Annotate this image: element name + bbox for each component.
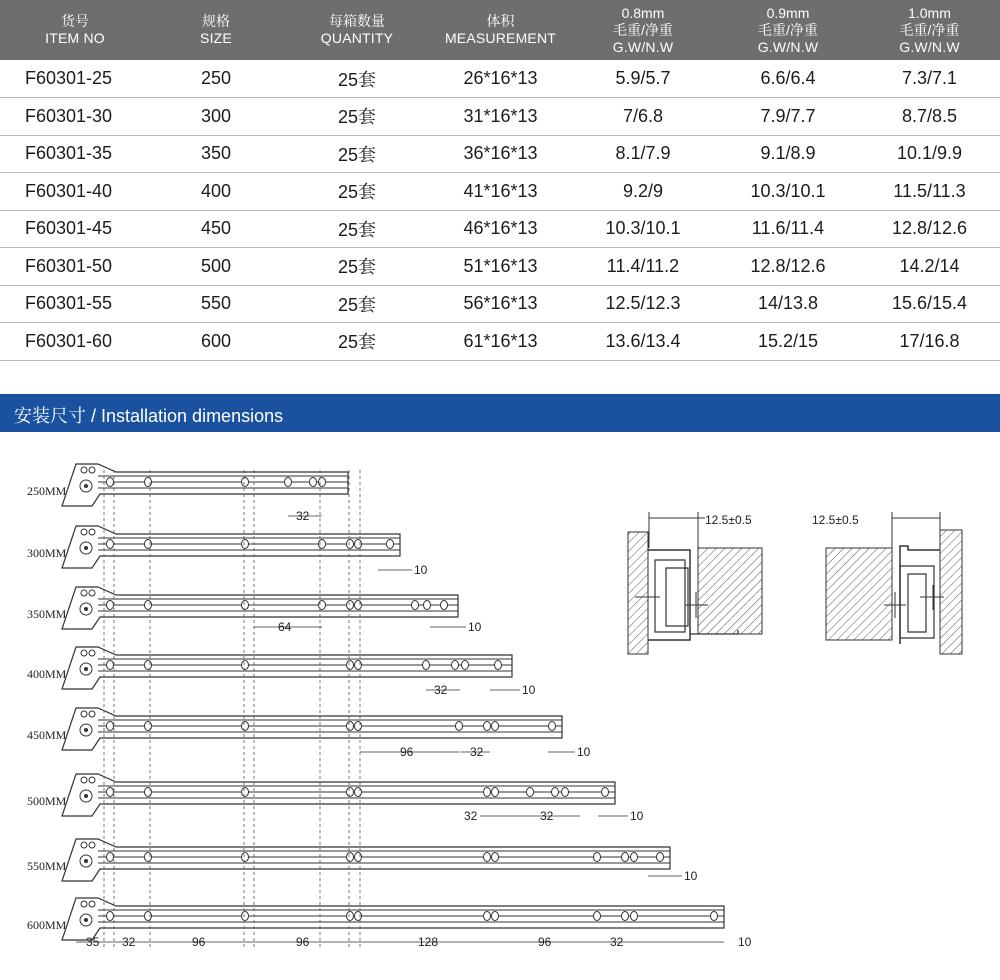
screw-hole bbox=[657, 853, 664, 862]
header-cn: 毛重/净重 bbox=[613, 21, 673, 38]
screw-hole bbox=[492, 912, 499, 921]
rail-outline bbox=[62, 464, 348, 506]
table-cell: 8.7/8.5 bbox=[901, 105, 958, 126]
table-cell: 9.2/9 bbox=[622, 180, 664, 201]
table-cell: F60301-35 bbox=[25, 143, 113, 164]
header-weight-09 bbox=[717, 0, 859, 60]
screw-hole bbox=[594, 912, 601, 921]
header-en: G.W/N.W bbox=[899, 38, 960, 55]
table-row bbox=[0, 323, 1000, 361]
screw-hole bbox=[347, 661, 354, 670]
screw-hole bbox=[242, 478, 249, 487]
rail-size-label: 500MM bbox=[27, 794, 67, 808]
screw-hole bbox=[347, 601, 354, 610]
header-thickness: 0.8mm bbox=[621, 4, 665, 21]
table-cell: 56*16*13 bbox=[463, 293, 538, 314]
screw-hole bbox=[145, 912, 152, 921]
table-row bbox=[0, 248, 1000, 286]
header-item-no bbox=[0, 0, 150, 60]
spec-table bbox=[0, 0, 1000, 361]
dimension-label: 96 bbox=[296, 935, 310, 949]
header-quantity bbox=[282, 0, 432, 60]
dimension-label: 96 bbox=[538, 935, 552, 949]
screw-hole bbox=[107, 722, 114, 731]
roller-hub bbox=[84, 728, 88, 732]
screw-hole bbox=[145, 661, 152, 670]
installation-section-bar bbox=[0, 394, 1000, 432]
table-cell: 12.5/12.3 bbox=[605, 293, 681, 314]
screw-hole bbox=[452, 661, 459, 670]
dimension-label: 10 bbox=[522, 683, 536, 697]
header-thickness: 0.9mm bbox=[766, 4, 810, 21]
table-cell: 7.3/7.1 bbox=[901, 68, 958, 88]
table-cell: 61*16*13 bbox=[463, 330, 538, 351]
screw-hole bbox=[145, 540, 152, 549]
table-header-row bbox=[0, 0, 1000, 60]
section-view-right bbox=[812, 512, 962, 654]
table-cell: 31*16*13 bbox=[463, 105, 538, 126]
screw-hole bbox=[107, 661, 114, 670]
header-size bbox=[150, 0, 282, 60]
screw-hole bbox=[319, 540, 326, 549]
header-weight-10 bbox=[859, 0, 1000, 60]
table-cell: 12.8/12.6 bbox=[891, 218, 968, 239]
table-cell: 26*16*13 bbox=[463, 68, 538, 88]
screw-hole bbox=[492, 722, 499, 731]
rail-350mm bbox=[62, 587, 458, 629]
table-cell: 350 bbox=[200, 143, 232, 164]
roller-hub bbox=[84, 859, 88, 863]
screw-hole bbox=[631, 912, 638, 921]
cabinet-wall-left bbox=[628, 532, 648, 654]
table-row bbox=[0, 285, 1000, 323]
screw-hole bbox=[145, 601, 152, 610]
table-cell: 25套 bbox=[337, 107, 377, 128]
table-cell: 25套 bbox=[337, 332, 377, 353]
dimension-label: 32 bbox=[470, 745, 484, 759]
table-cell: 46*16*13 bbox=[463, 218, 538, 239]
table-cell: 11.6/11.4 bbox=[751, 218, 825, 239]
table-cell: F60301-55 bbox=[25, 293, 113, 314]
table-cell: 14/13.8 bbox=[757, 293, 819, 314]
table-row bbox=[0, 98, 1000, 136]
dimension-label: 128 bbox=[418, 935, 439, 949]
table-cell: 15.2/15 bbox=[757, 330, 819, 351]
screw-hole bbox=[622, 912, 629, 921]
table-cell: 25套 bbox=[337, 219, 377, 240]
screw-hole bbox=[562, 788, 569, 797]
dimension-label: 10 bbox=[414, 563, 428, 577]
header-en: G.W/N.W bbox=[757, 38, 819, 55]
header-cn: 体积 bbox=[486, 13, 515, 29]
table-cell: 9.1/8.9 bbox=[760, 143, 816, 164]
roller-hub bbox=[84, 607, 88, 611]
table-cell: F60301-45 bbox=[25, 218, 113, 239]
table-cell: 10.1/9.9 bbox=[896, 143, 963, 164]
dimension-label: 10 bbox=[577, 745, 591, 759]
screw-hole bbox=[456, 722, 463, 731]
screw-hole bbox=[242, 601, 249, 610]
table-cell: 400 bbox=[200, 180, 232, 201]
screw-hole bbox=[412, 601, 419, 610]
table-cell: 25套 bbox=[337, 182, 377, 203]
table-cell: 51*16*13 bbox=[463, 255, 538, 276]
table-cell: 8.1/7.9 bbox=[615, 143, 671, 164]
drawer-side-left bbox=[698, 548, 762, 634]
table-cell: F60301-60 bbox=[25, 330, 113, 351]
screw-hole bbox=[319, 478, 326, 487]
roller-hub bbox=[84, 794, 88, 798]
roller-hub bbox=[84, 667, 88, 671]
cabinet-wall-right bbox=[940, 530, 962, 654]
screw-hole bbox=[347, 912, 354, 921]
rail-size-label: 300MM bbox=[27, 546, 67, 560]
screw-hole bbox=[484, 853, 491, 862]
table-cell: 11.5/11.3 bbox=[893, 180, 966, 201]
table-cell: 7.9/7.7 bbox=[760, 105, 816, 126]
screw-hole bbox=[145, 722, 152, 731]
table-cell: 450 bbox=[200, 218, 232, 239]
screw-hole bbox=[622, 853, 629, 862]
section-view-left bbox=[628, 512, 762, 654]
screw-hole bbox=[347, 540, 354, 549]
table-cell: 600 bbox=[200, 330, 232, 351]
dimension-label: 10 bbox=[738, 935, 752, 949]
screw-hole bbox=[355, 722, 362, 731]
rail-size-label: 450MM bbox=[27, 728, 67, 742]
table-row bbox=[0, 210, 1000, 248]
header-en: MEASUREMENT bbox=[444, 30, 557, 46]
screw-hole bbox=[347, 788, 354, 797]
dimension-label: 96 bbox=[400, 745, 414, 759]
dimension-label: 35 bbox=[86, 935, 100, 949]
screw-hole bbox=[462, 661, 469, 670]
table-cell: 550 bbox=[200, 293, 232, 314]
rail-size-label: 250MM bbox=[27, 484, 67, 498]
screw-hole bbox=[107, 540, 114, 549]
table-cell: 25套 bbox=[337, 294, 377, 315]
screw-hole bbox=[242, 661, 249, 670]
screw-hole bbox=[355, 540, 362, 549]
screw-hole bbox=[602, 788, 609, 797]
screw-hole bbox=[145, 478, 152, 487]
screw-hole bbox=[631, 853, 638, 862]
header-thickness: 1.0mm bbox=[908, 4, 951, 21]
table-cell: 17/16.8 bbox=[899, 330, 960, 351]
header-measurement bbox=[432, 0, 569, 60]
screw-hole bbox=[107, 912, 114, 921]
table-row bbox=[0, 135, 1000, 173]
dimension-label: 32 bbox=[464, 809, 478, 823]
screw-hole bbox=[549, 722, 556, 731]
screw-hole bbox=[355, 788, 362, 797]
table-cell: 36*16*13 bbox=[463, 143, 538, 164]
header-en: ITEM NO bbox=[45, 30, 105, 46]
rail-550mm bbox=[62, 839, 670, 881]
drawer-side-right bbox=[826, 548, 892, 640]
table-cell: 25套 bbox=[337, 257, 377, 278]
rail-size-label: 600MM bbox=[27, 918, 67, 932]
rails-group bbox=[62, 464, 724, 948]
screw-hole bbox=[495, 661, 502, 670]
screw-hole bbox=[107, 478, 114, 487]
table-cell: 12.8/12.6 bbox=[750, 255, 826, 276]
dimension-label: 32 bbox=[434, 683, 448, 697]
roller-hub bbox=[84, 546, 88, 550]
rail-outline bbox=[62, 587, 458, 629]
screw-hole bbox=[484, 912, 491, 921]
table-cell: 14.2/14 bbox=[899, 255, 960, 276]
screw-hole bbox=[423, 661, 430, 670]
screw-hole bbox=[347, 722, 354, 731]
table-cell: 500 bbox=[200, 255, 232, 276]
rail-250mm bbox=[62, 464, 348, 506]
dimension-label: 10 bbox=[468, 620, 482, 634]
screw-hole bbox=[441, 601, 448, 610]
screw-hole bbox=[242, 722, 249, 731]
installation-drawing bbox=[0, 440, 1000, 980]
table-cell: 15.6/15.4 bbox=[891, 293, 968, 314]
screw-hole bbox=[310, 478, 317, 487]
header-cn: 规格 bbox=[202, 13, 230, 29]
rail-size-label: 550MM bbox=[27, 859, 67, 873]
screw-hole bbox=[242, 788, 249, 797]
screw-hole bbox=[242, 912, 249, 921]
dimension-label: 32 bbox=[610, 935, 624, 949]
rail-450mm bbox=[62, 708, 562, 750]
rail-outline bbox=[62, 839, 670, 881]
table-cell: F60301-40 bbox=[25, 180, 113, 201]
table-cell: 5.9/5.7 bbox=[615, 68, 671, 88]
screw-hole bbox=[285, 478, 292, 487]
screw-hole bbox=[145, 853, 152, 862]
table-cell: 11.4/11.2 bbox=[606, 255, 680, 276]
table-cell: 25套 bbox=[337, 69, 377, 90]
screw-hole bbox=[107, 601, 114, 610]
header-en: G.W/N.W bbox=[612, 38, 674, 55]
rail-size-label: 350MM bbox=[27, 607, 67, 621]
tolerance-label-right: 12.5±0.5 bbox=[812, 513, 859, 527]
rail-600mm bbox=[62, 898, 724, 940]
roller-hub bbox=[84, 484, 88, 488]
screw-hole bbox=[242, 540, 249, 549]
screw-hole bbox=[242, 853, 249, 862]
table-cell: 300 bbox=[200, 105, 232, 126]
section-title: 安装尺寸 / Installation dimensions bbox=[14, 406, 284, 426]
header-en: SIZE bbox=[200, 30, 232, 46]
dimension-label: 32 bbox=[540, 809, 554, 823]
dimension-label: 32 bbox=[122, 935, 136, 949]
dimension-label: 64 bbox=[278, 620, 292, 634]
screw-hole bbox=[527, 788, 534, 797]
screw-hole bbox=[355, 661, 362, 670]
tolerance-label-left: 12.5±0.5 bbox=[705, 513, 752, 527]
screw-hole bbox=[484, 722, 491, 731]
table-row bbox=[0, 60, 1000, 98]
table-cell: F60301-50 bbox=[25, 255, 113, 276]
table-cell: 6.6/6.4 bbox=[760, 68, 816, 88]
rail-500mm bbox=[62, 774, 615, 816]
header-en: QUANTITY bbox=[320, 30, 394, 46]
screw-hole bbox=[145, 788, 152, 797]
screw-hole bbox=[552, 788, 559, 797]
table-cell: 13.6/13.4 bbox=[605, 330, 681, 351]
dimension-label: 10 bbox=[684, 869, 698, 883]
table-cell: 25套 bbox=[337, 144, 377, 165]
screw-hole bbox=[355, 912, 362, 921]
roller-hub bbox=[84, 918, 88, 922]
table-cell: 250 bbox=[200, 68, 232, 88]
screw-hole bbox=[319, 601, 326, 610]
header-weight-08 bbox=[569, 0, 717, 60]
screw-hole bbox=[594, 853, 601, 862]
dimension-label: 96 bbox=[192, 935, 206, 949]
screw-hole bbox=[107, 788, 114, 797]
table-cell: F60301-30 bbox=[25, 105, 113, 126]
table-row bbox=[0, 173, 1000, 211]
dimension-label: 32 bbox=[296, 509, 310, 523]
dimension-label: 10 bbox=[630, 809, 644, 823]
header-cn: 毛重/净重 bbox=[758, 21, 818, 38]
screw-hole bbox=[492, 853, 499, 862]
screw-hole bbox=[484, 788, 491, 797]
table-cell: F60301-25 bbox=[25, 68, 113, 88]
screw-hole bbox=[711, 912, 718, 921]
rail-size-label: 400MM bbox=[27, 667, 67, 681]
table-cell: 10.3/10.1 bbox=[750, 180, 826, 201]
screw-hole bbox=[107, 853, 114, 862]
header-cn: 每箱数量 bbox=[329, 13, 385, 29]
header-cn: 毛重/净重 bbox=[899, 21, 960, 38]
screw-hole bbox=[387, 540, 394, 549]
screw-hole bbox=[355, 601, 362, 610]
table-cell: 10.3/10.1 bbox=[605, 218, 681, 239]
screw-hole bbox=[355, 853, 362, 862]
table-cell: 7/6.8 bbox=[622, 105, 664, 126]
header-cn: 货号 bbox=[61, 13, 89, 29]
screw-hole bbox=[492, 788, 499, 797]
screw-hole bbox=[347, 853, 354, 862]
table-cell: 41*16*13 bbox=[463, 180, 538, 201]
screw-hole bbox=[424, 601, 431, 610]
